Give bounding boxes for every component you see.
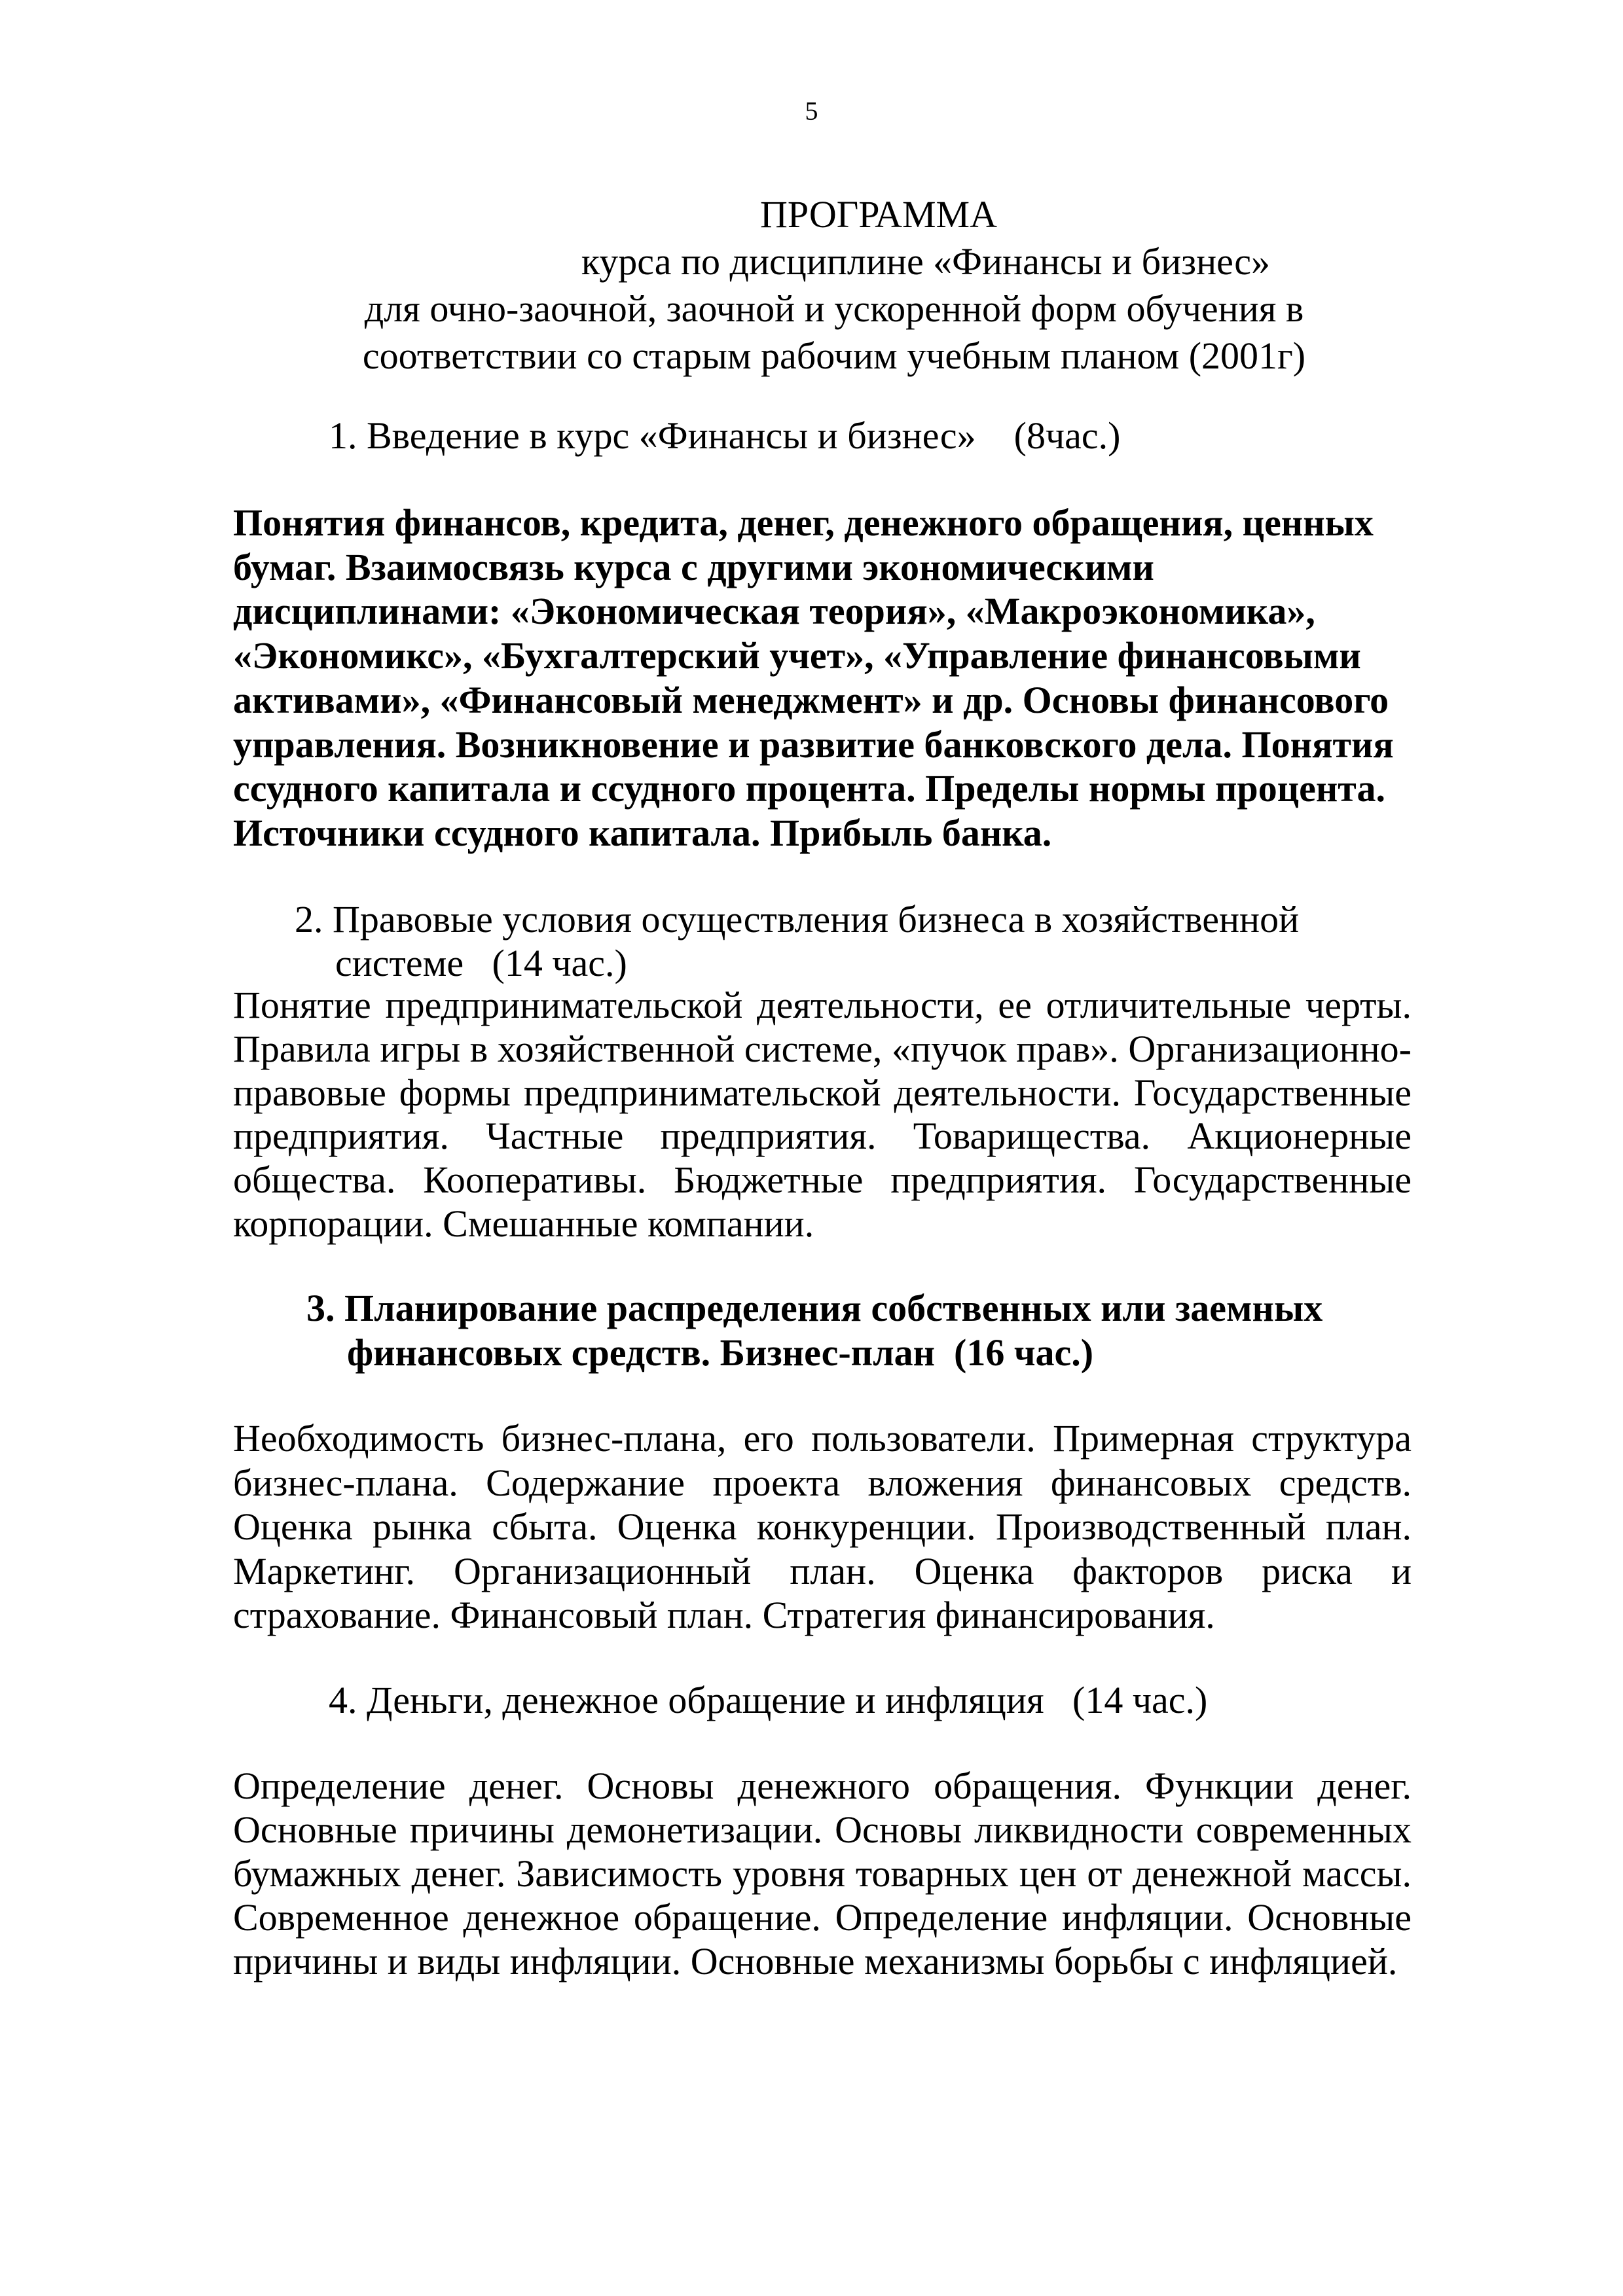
document-title: ПРОГРАММА bbox=[759, 193, 998, 236]
study-forms-line: для очно-заочной, заочной и ускоренной форм обучения в bbox=[364, 287, 1304, 330]
section-2-title: 2. Правовые условия осуществления бизнеса в хозяйственной bbox=[295, 898, 1300, 941]
document-header bbox=[233, 191, 1435, 380]
section-4-body: Определение денег. Основы денежного обращения. Функции денег. Основные причины демонетизации. Основы ликвидности современных бумажных денег. Зависимость уровня товарных цен от денежной массы. Современное денежное обращение. Определение инфляции. Основные причины и виды инфляции. Основные механизмы борьбы с инфляцией. bbox=[233, 1765, 1412, 1982]
section-3-body: Необходимость бизнес-плана, его пользователи. Примерная структура бизнес-плана. Содержание проекта вложения финансовых средств. Оценка рынка сбыта. Оценка конкуренции. Производственный план. Маркетинг. Организационный план. Оценка факторов риска и страхование. Финансовый план. Стратегия финансирования. bbox=[233, 1417, 1412, 1636]
section-1-body: Понятия финансов, кредита, денег, денежного обращения, ценных бумаг. Взаимосвязь курса с другими экономическими дисциплинами: «Экономическая теория», «Макроэкономика», «Экономикс», «Бухгалтерский учет», «Управление финансовыми активами», «Финансовый менеджмент» и др. Основы финансового управления. Возникновение и развитие банковского дела. Понятия ссудного капитала и ссудного процента. Пределы нормы процента. Источники ссудного капитала. Прибыль банка. bbox=[233, 501, 1394, 854]
course-line: курса по дисциплине «Финансы и бизнес» bbox=[581, 240, 1271, 283]
curriculum-line: соответствии со старым рабочим учебным планом (2001г) bbox=[362, 334, 1306, 377]
page-number: 5 bbox=[805, 96, 818, 126]
section-3-title-continued: финансовых средств. Бизнес-план (16 час.) bbox=[347, 1331, 1094, 1374]
section-3-title: 3. Планирование распределения собственных или заемных bbox=[306, 1287, 1323, 1329]
section-4-title: 4. Деньги, денежное обращение и инфляция (14 час.) bbox=[329, 1679, 1208, 1721]
section-2-body: Понятие предпринимательской деятельности, ее отличительные черты. Правила игры в хозяйственной системе, «пучок прав». Организационно-правовые формы предпринимательской деятельности. Государственные предприятия. Частные предприятия. Товарищества. Акционерные общества. Кооперативы. Бюджетные предприятия. Государственные корпорации. Смешанные компании. bbox=[233, 984, 1412, 1245]
section-2-title-continued: системе (14 час.) bbox=[335, 942, 627, 984]
section-1-title: 1. Введение в курс «Финансы и бизнес» (8час.) bbox=[329, 414, 1121, 457]
